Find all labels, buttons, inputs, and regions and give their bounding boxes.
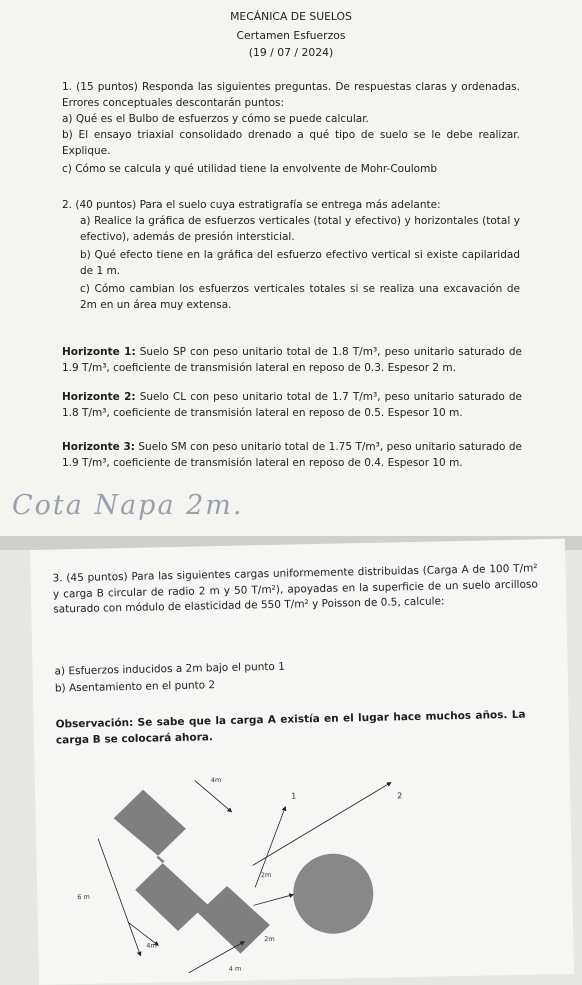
q3-intro: 3. (45 puntos) Para las siguientes cargas uniformemente distribuidas (Carga A de 100 T/m² y carga B circular de radio 2 m y 50 T/m²), apoyadas en la superficie de un suelo arcilloso saturado con módulo de elasticidad de 550 T/m² y Poisson de 0.5, calcule: (52, 562, 538, 616)
q3-b: b) Asentamiento en el punto 2 (54, 679, 216, 695)
exam-page-bottom (30, 539, 574, 985)
load-b-circle (292, 853, 374, 935)
q1-b: b) El ensayo triaxial consolidado drenado a qué tipo de suelo se le debe realizar. Explique. (62, 129, 520, 157)
q3-note: Observación: Se sabe que la carga A existía en el lugar hace muchos años. La carga B se colocará ahora. (55, 708, 526, 746)
exam-date: (19 / 07 / 2024) (248, 46, 334, 59)
loads-figure (34, 741, 459, 985)
dim-left-label: 6 m (77, 892, 90, 902)
dim-top-line (195, 780, 232, 813)
q2-c: c) Cómo cambian los esfuerzos verticales totales si se realiza una excavación de 2m en un área muy extensa. (80, 283, 520, 311)
q2-b: b) Qué efecto tiene en la gráfica del esfuerzo efectivo vertical si existe capilaridad de 1 m. (80, 249, 520, 277)
dim-top-label: 4m (210, 776, 222, 785)
dim-left-line (98, 838, 140, 957)
q1-c: c) Cómo se calcula y qué utilidad tiene la envolvente de Mohr-Coulomb (62, 163, 437, 175)
dim-center-label-1: 2m (260, 871, 272, 880)
exam-subtitle: Certamen Esfuerzos (236, 29, 346, 42)
point-2-line (251, 782, 393, 865)
q1-a: a) Qué es el Bulbo de esfuerzos y cómo se puede calcular. (62, 113, 369, 125)
course-title: MECÁNICA DE SUELOS (230, 10, 352, 23)
dim-center-label-2: 2m (264, 934, 275, 944)
load-a-shape (113, 787, 270, 956)
q3-a: a) Esfuerzos inducidos a 2m bajo el punto 1 (54, 660, 286, 678)
horizon-1: Horizonte 1: Suelo SP con peso unitario total de 1.8 T/m³, peso unitario saturado de 1.9 T/m³, coeficiente de transmisión lateral en reposo de 0.3. Espesor 2 m. (62, 346, 522, 374)
handwritten-note: Cota Napa 2m. (12, 490, 244, 521)
horizon-2: Horizonte 2: Suelo CL con peso unitario total de 1.7 T/m³, peso unitario saturado de 1.8 T/m³, coeficiente de transmisión lateral en reposo de 0.5. Espesor 10 m. (62, 391, 522, 419)
q2-a: a) Realice la gráfica de esfuerzos verticales (total y efectivo) y horizontales (total y efectivo), además de presión intersticial. (80, 215, 520, 243)
point-1-label: 1 (291, 791, 297, 801)
dim-bottom-label: 4 m (228, 964, 242, 973)
q1-intro: 1. (15 puntos) Responda las siguientes preguntas. De respuestas claras y ordenadas. Errores conceptuales descontarán puntos: (62, 81, 520, 109)
horizon-3: Horizonte 3: Suelo SM con peso unitario total de 1.75 T/m³, peso unitario saturado de 1.9 T/m³, coeficiente de transmisión lateral en reposo de 0.4. Espesor 10 m. (62, 441, 522, 469)
q2-intro: 2. (40 puntos) Para el suelo cuya estratigrafía se entrega más adelante: (62, 199, 441, 211)
dim-bottom-left-label: 4m (146, 941, 157, 950)
point-2-label: 2 (397, 791, 403, 801)
dim-center-line (253, 895, 293, 906)
